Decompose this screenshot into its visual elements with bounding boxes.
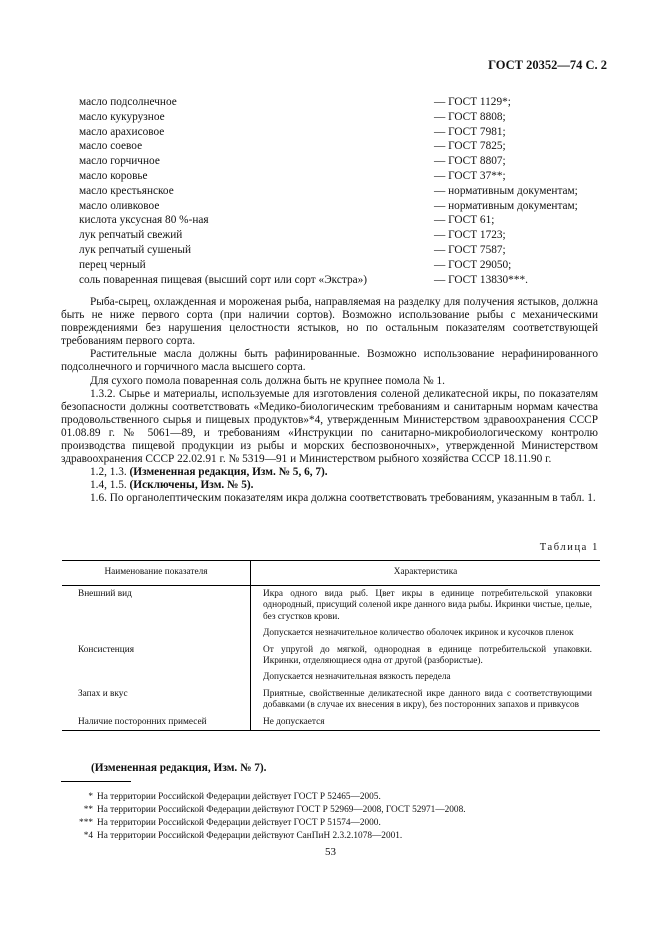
ingredient-standard: — ГОСТ 61; <box>434 214 495 227</box>
list-item <box>79 199 609 214</box>
ingredient-name: лук репчатый свежий <box>79 229 183 242</box>
paragraph-excluded-1-4-1-5 <box>61 479 598 492</box>
column-header-characteristic: Характеристика <box>251 561 601 586</box>
list-item <box>79 95 609 110</box>
organoleptic-table <box>62 560 600 731</box>
footnote-mark: *** <box>79 818 93 828</box>
characteristic-cell: Приятные, свойственные деликатесной икре данного вида с соответствующими добавками (в случае их внесения в икру), без посторонних запахов и привкусов <box>251 686 601 714</box>
characteristic-cell: Допускается незначительное количество оболочек икринок и кусочков пленок <box>251 625 601 641</box>
table-row <box>62 642 600 670</box>
ingredient-name: масло соевое <box>79 140 143 153</box>
ingredient-name: масло подсолнечное <box>79 96 177 108</box>
ingredient-name: соль поваренная пищевая (высший сорт или сорт «Экстра») <box>79 273 368 286</box>
footnote-mark: *4 <box>83 831 93 841</box>
ingredient-name: масло коровье <box>79 169 148 182</box>
characteristic-cell: Допускается незначительная вязкость переделa <box>251 669 601 685</box>
ingredient-standard: — ГОСТ 13830***. <box>434 273 528 286</box>
list-item <box>79 169 609 184</box>
indicator-cell: Внешний вид <box>78 589 132 599</box>
ingredient-name: масло арахисовое <box>79 125 165 138</box>
list-item <box>79 139 609 154</box>
indicator-cell: Запах и вкус <box>78 688 128 699</box>
paragraph-salt: Для сухого помола поваренная соль должна быть не крупнее помола № 1. <box>90 374 445 387</box>
indicator-cell <box>62 625 251 641</box>
list-item <box>79 213 609 228</box>
paragraph-raw-fish: Рыба-сырец, охлажденная и мороженая рыба, направляемая на разделку для получения ястыков, должна быть не ниже первого сорта (при наличии сортов). Возможно использование рыбы с механическими повреждениями без нарушения целостности ястыков, но по остальным показателям соответствующей требованиям первого сорта. <box>61 296 598 348</box>
list-item <box>79 125 609 140</box>
ingredient-standard: — ГОСТ 7981; <box>434 125 506 138</box>
ingredient-standard: — нормативным документам; <box>434 184 578 197</box>
footnote-mark: * <box>88 792 93 802</box>
footnote <box>61 817 466 830</box>
table-header-row <box>62 561 600 586</box>
ingredient-name: лук репчатый сушеный <box>79 243 192 256</box>
excluded-note: (Исключены, Изм. № 5). <box>129 479 254 492</box>
paragraph-amendment-1-2-1-3 <box>61 466 598 479</box>
list-item <box>79 258 609 273</box>
indicator-cell: Наличие посторонних примесей <box>62 714 251 731</box>
column-header-indicator: Наименование показателя <box>62 561 251 586</box>
characteristic-cell: Не допускается <box>251 714 601 731</box>
page-header: ГОСТ 20352—74 С. 2 <box>488 58 607 72</box>
page-number: 53 <box>325 846 336 858</box>
ingredient-standard: — ГОСТ 1129*; <box>434 96 511 108</box>
list-item <box>79 154 609 169</box>
list-item <box>79 184 609 199</box>
clause-number: 1.2, 1.3. <box>90 466 127 479</box>
ingredient-list <box>79 95 609 287</box>
ingredient-name: масло крестьянское <box>79 184 174 197</box>
list-item <box>79 243 609 258</box>
paragraph-oils: Растительные масла должны быть рафинированные. Возможно использование нерафинированного подсолнечного и горчичного масла высшего сорта. <box>61 348 598 374</box>
ingredient-name: масло оливковое <box>79 199 160 212</box>
footnote <box>61 830 466 843</box>
footnote-text: На территории Российской Федерации действуют СанПиН 2.3.2.1078—2001. <box>97 831 403 841</box>
ingredient-standard: — ГОСТ 1723; <box>434 229 506 242</box>
clause-number: 1.4, 1.5. <box>90 479 127 492</box>
amendment-note: (Измененная редакция, Изм. № 7). <box>91 762 267 774</box>
table-caption: Таблица 1 <box>539 542 599 553</box>
footnote-text: На территории Российской Федерации действуют ГОСТ Р 52969—2008, ГОСТ 52971—2008. <box>97 805 466 815</box>
footnote-text: На территории Российской Федерации действует ГОСТ Р 51574—2000. <box>97 818 381 828</box>
ingredient-standard: — ГОСТ 29050; <box>434 258 512 271</box>
ingredient-standard: — ГОСТ 37**; <box>434 169 506 182</box>
table-row <box>62 669 600 685</box>
footnote-mark: ** <box>83 805 93 815</box>
list-item <box>79 110 609 125</box>
indicator-cell <box>62 669 251 685</box>
footnotes <box>61 791 466 843</box>
footnote-divider <box>61 781 131 782</box>
ingredient-name: масло кукурузное <box>79 110 165 123</box>
amendment-note: (Измененная редакция, Изм. № 5, 6, 7). <box>129 466 328 479</box>
paragraph-1-3-2: 1.3.2. Сырье и материалы, используемые для изготовления соленой деликатесной икры, по показателям безопасности должны соответствовать «Медико-биологическим требованиям и санитарным нормам качества продовольственного сырья и пищевых продуктов»*4, утвержденным Министерством здравоохранения СССР 01.08.89 г. № 5061—89, и требованиям «Инструкции по санитарно-микробиологическому контролю производства пищевой продукции из рыбы и морских беспозвоночных», утвержденной Министерством здравоохранения СССР 22.02.91 г. № 5319—91 и Министерством рыбного хозяйства СССР 18.11.90 г. <box>61 387 598 466</box>
table-row <box>62 714 600 731</box>
list-item <box>79 228 609 243</box>
footnote-text: На территории Российской Федерации действует ГОСТ Р 52465—2005. <box>97 792 381 802</box>
table-row <box>62 625 600 641</box>
ingredient-standard: — ГОСТ 8807; <box>434 155 506 168</box>
ingredient-name: перец черный <box>79 258 146 271</box>
ingredient-standard: — ГОСТ 7825; <box>434 140 506 153</box>
footnote <box>61 791 466 804</box>
table-row <box>62 686 600 714</box>
ingredient-name: кислота уксусная 80 %-ная <box>79 214 209 227</box>
paragraph-1-6: 1.6. По органолептическим показателям икра должна соответствовать требованиям, указанным в табл. 1. <box>90 492 596 505</box>
ingredient-standard: — ГОСТ 8808; <box>434 110 506 123</box>
body-text <box>61 296 598 506</box>
list-item <box>79 273 609 288</box>
characteristic-cell: Икра одного вида рыб. Цвет икры в единице потребительской упаковки однородный, присущий соленой икре данного вида рыбы. Икринки чистые, целые, без сгустков крови. <box>251 586 601 626</box>
characteristic-cell: От упругой до мягкой, однородная в единице потребительской упаковки. Икринки, отделяющиеся одна от другой (разбористые). <box>251 642 601 670</box>
ingredient-name: масло горчичное <box>79 155 160 168</box>
indicator-cell: Консистенция <box>78 644 134 655</box>
footnote <box>61 804 466 817</box>
ingredient-standard: — нормативным документам; <box>434 199 578 212</box>
ingredient-standard: — ГОСТ 7587; <box>434 243 506 256</box>
table-row <box>62 586 600 626</box>
